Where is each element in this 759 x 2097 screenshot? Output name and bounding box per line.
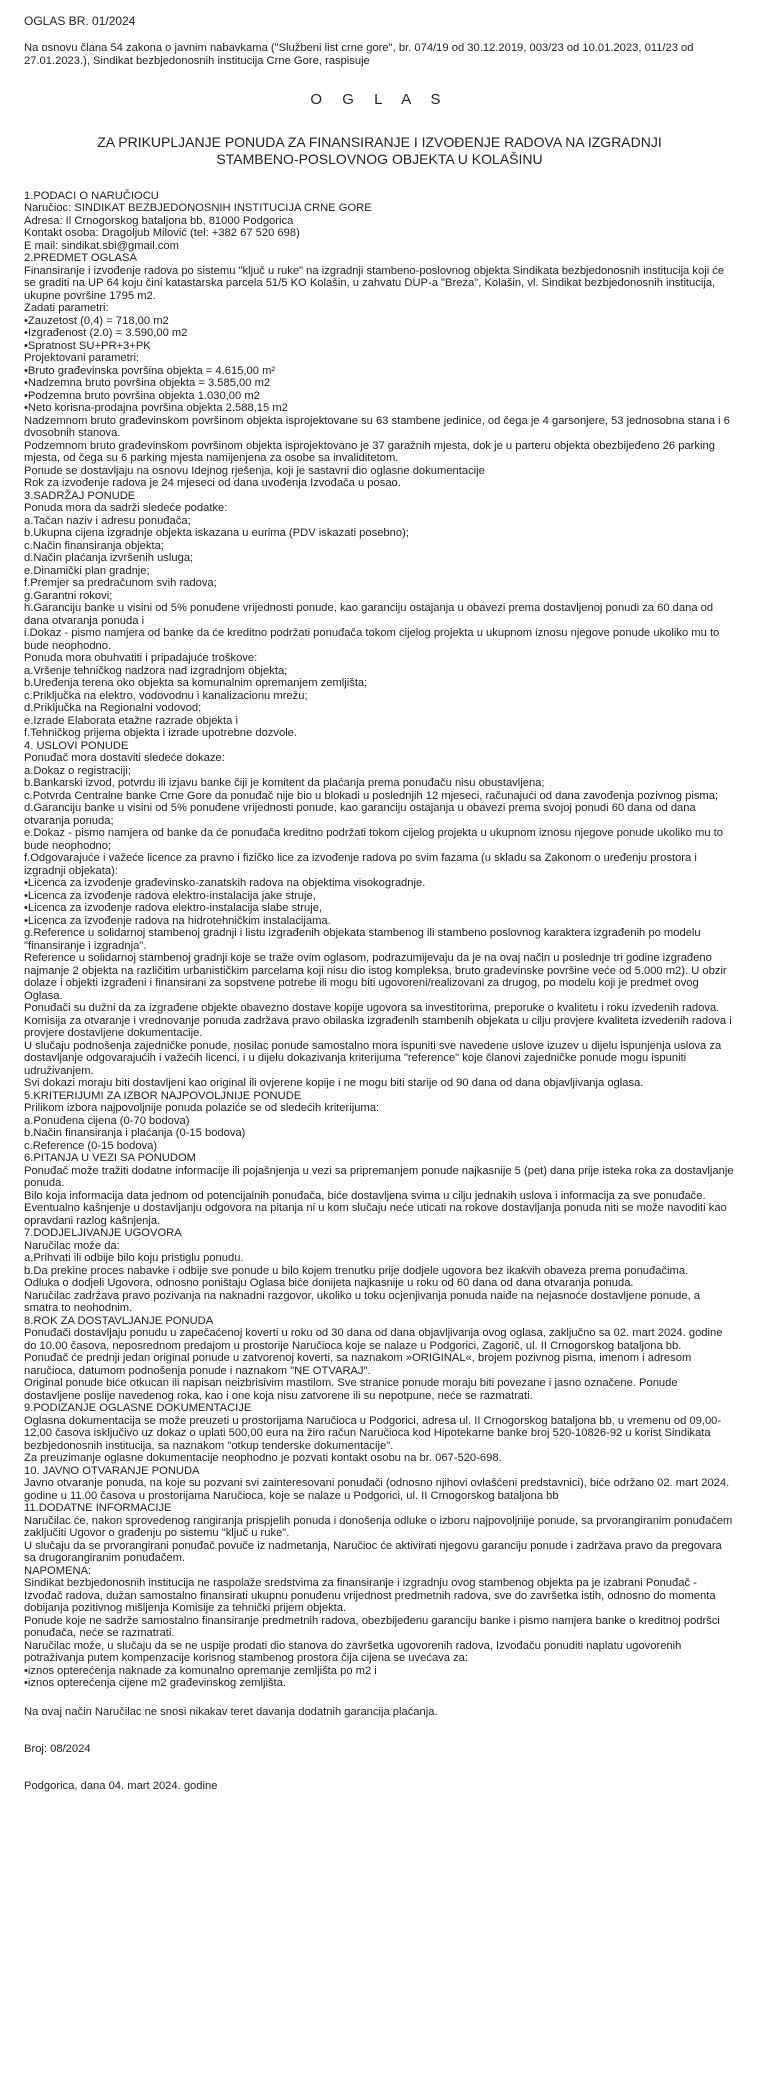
page-title: O G L A S xyxy=(310,90,449,108)
body-line: a.Ponuđena cijena (0-70 bodova) xyxy=(24,1114,190,1127)
body-line: •Bruto građevinska površina objekta = 4.615,00 m² xyxy=(24,364,276,377)
body-line: 10. JAVNO OTVARANJE PONUDA xyxy=(24,1464,200,1477)
body-line: 9.PODIZANJE OGLASNE DOKUMENTACIJE xyxy=(24,1402,252,1415)
body-line: Sindikat bezbjedonosnih institucija ne raspolaže sredstvima za finansiranje i izgradnju ovog stambenog objekta pa je izabrani Ponuđač - Izvođač radova, dužan samostalno finansirati ukupnu ponuđenu vrijednost predmetnih radova, sve do završetka istih, odnosno do momenta dobijanja pozitivnog mišljenja Komisije za tehnički prijem objekta. xyxy=(24,1577,716,1615)
document-body xyxy=(24,190,735,1690)
body-line: •iznos opterećenja cijene m2 građevinskog zemljišta. xyxy=(24,1677,286,1690)
body-line: •Licenca za izvođenje radova elektro-instalacija jake struje, xyxy=(24,889,316,902)
footer-place-date: Podgorica, dana 04. mart 2024. godine xyxy=(24,1779,218,1792)
footer-number: Broj: 08/2024 xyxy=(24,1742,91,1755)
body-line: •Licenca za izvođenje građevinsko-zanatskih radova na objektima visokogradnje. xyxy=(24,877,426,890)
body-line: a.Dokaz o registraciji; xyxy=(24,764,131,777)
body-line: Javno otvaranje ponuda, na koje su pozvani svi zainteresovani ponuđači (odnosno njihovi ovlašćeni predstavnici), biće održano 02. mart 2024. godine u 11.00 časova u prostorijama Naručioca, koje se nalaze u Podgorici, ul. II Crnogorskog bataljona bb xyxy=(24,1477,730,1502)
body-line: 1.PODACI O NARUČIOCU xyxy=(24,189,159,202)
body-line: E mail: sindikat.sbi@gmail.com xyxy=(24,239,179,252)
body-line: NAPOMENA: xyxy=(24,1564,92,1577)
body-line: Ponuđači su dužni da za izgrađene objekte obavezno dostave kopije ugovora sa investitorima, preporuke o kvalitetu i roku izvedenih radova. xyxy=(24,1002,720,1015)
body-line: b.Bankarski izvod, potvrdu ili izjavu banke čiji je komitent da plaćanja prema ponuđaču nisu obustavljena; xyxy=(24,777,545,790)
body-line: Kontakt osoba: Dragoljub Milović (tel: +382 67 520 698) xyxy=(24,227,300,240)
body-line: •Neto korisna-prodajna površina objekta 2.588,15 m2 xyxy=(24,402,288,415)
body-line: Finansiranje i izvođenje radova po sistemu "ključ u ruke" na izgradnji stambeno-poslovnog objekta Sindikata bezbjedonosnih institucija koji će se graditi na UP 64 koju čini katastarska parcela 51/5 KO Kolašin, u zahvatu DUP-a "Breza", Kolašin, vl. Sindikat bezbjedonosnih institucija, ukupne površine 1795 m2. xyxy=(24,264,725,302)
body-line: Naručilac može, u slučaju da se ne uspije prodati dio stanova do završetka ugovorenih radova, Izvođaču ponuditi naplatu ugovorenih potraživanja putem kompenzacije korisnog stambenog prostora čija cijena se uvećava za: xyxy=(24,1639,682,1665)
body-line: e.Izrade Elaborata etažne razrade objekta i xyxy=(24,714,238,727)
body-line: •Licenca za izvođenje radova elektro-instalacija slabe struje, xyxy=(24,902,323,915)
body-line: Nadzemnom bruto građevinskom površinom objekta isprojektovane su 63 stambene jedinice, od čega je 4 garsonjere, 53 jednosobna stana i 6 dvosobnih stanova. xyxy=(24,414,730,440)
body-line: c.Način finansiranja objekta; xyxy=(24,539,164,552)
body-line: e.Dokaz - pismo namjera od banke da će ponuđača kreditno podržati tokom cijelog projekta u ukupnom iznosu njegove ponude ukoliko mu to bude neophodno; xyxy=(24,827,724,852)
body-line: Podzemnom bruto građevinskom površinom objekta isprojektovano je 37 garažnih mjesta, dok je u parteru objekta obezbijeđeno 26 parking mjesta, od čega su 6 parking mjesta namijenjena za osobe sa invaliditetom. xyxy=(24,439,715,465)
intro-paragraph: Na osnovu člana 54 zakona o javnim nabavkama ("Službeni list crne gore", br. 074/19 od 30.12.2019, 003/23 od 10.01.2023, 011/23 od 27.01.2023.), Sindikat bezbjedonosnih institucija Crne Gore, raspisuje xyxy=(24,42,694,68)
body-line: U slučaju podnošenja zajedničke ponude, nosilac ponude samostalno mora ispuniti sve navedene uslove izuzev u dijelu ispunjenja uslova za dostavljanje odgovarajućih i važećih licenci, i u dijelu dokazivanja kriterijuma "reference" koje članovi zajedničke ponude mogu ispuniti udruživanjem. xyxy=(24,1039,722,1077)
body-line: Ponuda mora obuhvatiti i pripadajuće troškove: xyxy=(24,652,258,665)
body-line: d.Garanciju banke u visini od 5% ponuđene vrijednosti ponude, kao garanciju ostajanja u obavezi prema svojoj ponudi 60 dana od dana otvaranja ponuda; xyxy=(24,802,696,827)
body-line: b.Način finansiranja i plaćanja (0-15 bodova) xyxy=(24,1127,246,1140)
body-line: 5.KRITERIJUMI ZA IZBOR NAJPOVOLJNIJE PONUDE xyxy=(24,1089,302,1102)
body-line: Bilo koja informacija data jednom od potencijalnih ponuđača, biće dostavljena svima u cilju jednakih uslova i informacija za sve ponuđače. Eventualno kašnjenje u dostavljanju odgovora na pitanja ni u kom slučaju neće uticati na rokove dostavljanja ponuda niti se može navoditi kao opravdani razlog kašnjenja. xyxy=(24,1189,727,1227)
body-line: •iznos opterećenja naknade za komunalno opremanje zemljišta po m2 i xyxy=(24,1664,377,1677)
body-line: f.Tehničkog prijema objekta i izrade upotrebne dozvole. xyxy=(24,727,298,740)
body-line: Rok za izvođenje radova je 24 mjeseci od dana uvođenja Izvođača u posao. xyxy=(24,477,401,490)
body-line: b.Da prekine proces nabavke i odbije sve ponude u bilo kojem trenutku prije dodjele ugovora bez ikakvih obaveza prema ponuđačima. xyxy=(24,1264,689,1277)
body-line: Ponuđač mora dostaviti sledeće dokaze: xyxy=(24,752,225,765)
body-line: 6.PITANJA U VEZI SA PONUDOM xyxy=(24,1152,196,1165)
body-line: Komisija za otvaranje i vrednovanje ponuda zadržava pravo obilaska izgrađenih stambenih objekata u cilju provjere kvaliteta izvedenih radova i provjere dostavljene dokumentacije. xyxy=(24,1014,732,1040)
body-line: Oglasna dokumentacija se može preuzeti u prostorijama Naručioca u Podgorici, adresa ul. II Crnogorskog bataljona bb, u vremenu od 09,00-12,00 časova isključivo uz dokaz o uplati 500,00 eura na žiro račun Naručioca kod Hipotekarne banke broj 520-10826-92 u korist Sindikata bezbjedonosnih institucija, sa naznakom "otkup tenderske dokumentacije". xyxy=(24,1414,722,1452)
body-line: Naručioc: SINDIKAT BEZBJEDONOSNIH INSTITUCIJA CRNE GORE xyxy=(24,202,372,215)
body-line: Projektovani parametri: xyxy=(24,352,140,365)
body-line: Zadati parametri: xyxy=(24,302,109,315)
body-line: 4. USLOVI PONUDE xyxy=(24,739,129,752)
body-line: U slučaju da se prvorangirani ponuđač povuče iz nadmetanja, Naručioc će aktivirati njegovu garanciju ponude i zadržava pravo da pregovara sa drugorangiranim ponuđačem. xyxy=(24,1539,722,1565)
body-line: Svi dokazi moraju biti dostavljeni kao original ili ovjerene kopije i ne mogu biti starije od 90 dana od dana objavljivanja oglasa. xyxy=(24,1077,644,1090)
body-line: Naručilac zadržava pravo pozivanja na naknadni razgovor, ukoliko u toku ocjenjivanja ponuda naiđe na nejasnoće dostavljene ponude, a smatra to neohodnim. xyxy=(24,1289,701,1315)
body-line: e.Dinamički plan gradnje; xyxy=(24,564,150,577)
body-line: g.Garantni rokovi; xyxy=(24,589,113,602)
body-line: f.Premjer sa predračunom svih radova; xyxy=(24,577,217,590)
body-line: Ponuđač će prednji jedan original ponude u zatvorenoj koverti, sa naznakom »ORIGINAL«, brojem pozivnog pisma, imenom i adresom naručioca, datumom podnošenja ponude i naznakom "NE OTVARAJ". xyxy=(24,1352,692,1377)
body-line: a.Tačan naziv i adresu ponuđača; xyxy=(24,514,191,527)
body-line: •Izgrađenost (2.0) = 3.590,00 m2 xyxy=(24,327,188,340)
body-line: g.Reference u solidarnoj stambenoj gradnji i listu izgrađenih objekata stambenog ili stambeno poslovnog karaktera izgrađenih po modelu "finansiranje i izgradnja". xyxy=(24,927,701,952)
body-line: Odluka o dodjeli Ugovora, odnosno poništaju Oglasa biće donijeta najkasnije u roku od 60 dana od dana otvaranja ponuda. xyxy=(24,1277,634,1290)
body-line: Prilikom izbora najpovoljnije ponuda polaziće se od sledećih kriterijuma: xyxy=(24,1102,380,1115)
body-line: •Spratnost SU+PR+3+PK xyxy=(24,339,151,352)
body-line: Ponude koje ne sadrže samostalno finansiranje predmetnih radova, obezbijeđenu garanciju banke i pismo namjera banke o kreditnoj podršci ponuđača, neće se razmatrati. xyxy=(24,1614,720,1640)
body-line: Adresa: Il Crnogorskog bataljona bb, 81000 Podgorica xyxy=(24,214,294,227)
footer-note: Na ovaj način Naručilac ne snosi nikakav teret davanja dodatnih garancija plaćanja. xyxy=(24,1705,438,1718)
document-number: OGLAS BR. 01/2024 xyxy=(24,14,136,28)
body-line: a.Vršenje tehničkog nadzora nad izgradnjom objekta; xyxy=(24,664,288,677)
body-line: •Podzemna bruto površina objekta 1.030,00 m2 xyxy=(24,389,260,402)
document-footer xyxy=(24,1690,735,1793)
body-line: Naručilac može da: xyxy=(24,1239,120,1252)
body-line: Ponude se dostavljaju na osnovu Idejnog rješenja, koji je sastavni dio oglasne dokumentacije xyxy=(24,464,485,477)
body-line: Za preuzimanje oglasne dokumentacije neophodno je pozvati kontakt osobu na br. 067-520-698. xyxy=(24,1452,502,1465)
body-line: 7.DODJELJIVANJE UGOVORA xyxy=(24,1227,182,1240)
body-line: i.Dokaz - pismo namjera od banke da će kreditno podržati ponuđača tokom cijelog projekta u ukupnom iznosu njegove ponude ukoliko mu to bude neophodno. xyxy=(24,627,720,652)
body-line: 2.PREDMET OGLASA xyxy=(24,252,137,265)
body-line: 11.DODATNE INFORMACIJE xyxy=(24,1502,172,1515)
body-line: Original ponude biće otkucan ili napisan neizbrisivim mastilom. Sve stranice ponude moraju biti povezane i jasno označene. Ponude dostavljene poslije navedenog roka, kao i one koja nisu zatvorene ili su nepotpune, neće se razmatrati. xyxy=(24,1377,678,1402)
body-line: •Licenca za izvođenje radova na hidrotehničkim instalacijama. xyxy=(24,914,331,927)
body-line: 8.ROK ZA DOSTAVLJANJE PONUDA xyxy=(24,1314,214,1327)
body-line: b.Uređenja terena oko objekta sa komunalnim opremanjem zemljišta; xyxy=(24,677,368,690)
body-line: h.Garanciju banke u visini od 5% ponuđene vrijednosti ponude, kao garanciju ostajanja u obavezi prema dostavljenoj ponudi za 60 dana od dana otvaranja ponuda i xyxy=(24,602,714,627)
page-subtitle: ZA PRIKUPLJANJE PONUDA ZA FINANSIRANJE I IZVOĐENJE RADOVA NA IZGRADNJI STAMBENO-POSLOVNOG OBJEKTA U KOLAŠINU xyxy=(97,133,662,167)
body-line: b.Ukupna cijena izgradnje objekta iskazana u eurima (PDV iskazati posebno); xyxy=(24,527,409,540)
body-line: c.Priključka na elektro, vodovodnu i kanalizacionu mrežu; xyxy=(24,689,308,702)
body-line: f.Odgovarajuće i važeće licence za pravno i fizičko lice za izvođenje radova po svim fazama (u skladu sa Zakonom o uređenju prostora i izgradnji objekata): xyxy=(24,852,697,877)
body-line: Reference u solidarnoj stambenoj gradnji koje se traže ovim oglasom, podrazumijevaju da je na ovaj način u poslednje tri godine izgrađeno najmanje 2 objekta na različitim urbanističkim parcelama koji nisu dio istog kompleksa, bruto građevinske površine veće od 5.000 m2). U obzir dolaze i objekti izgrađeni i finansirani za sopstvene potrebe ili mogu biti ugovoreni/realizovani za drugog, po modelu koji je predmet ovog Oglasa. xyxy=(24,952,727,1002)
body-line: Naručilac će, nakon sprovedenog rangiranja prispjelih ponuda i donošenja odluke o izboru najpovoljnije ponude, sa prvorangiranim ponuđačem zaključiti Ugovor o građenju po sistemu "ključ u ruke". xyxy=(24,1514,733,1540)
body-line: •Zauzetost (0,4) = 718,00 m2 xyxy=(24,314,169,327)
body-line: d.Priključka na Regionalni vodovod; xyxy=(24,702,202,715)
body-line: Ponuđač može tražiti dodatne informacije ili pojašnjenja u vezi sa pripremanjem ponude najkasnije 5 (pet) dana prije isteka roka za dostavljanje ponuda. xyxy=(24,1164,734,1190)
body-line: a.Prihvati ili odbije bilo koju pristiglu ponudu. xyxy=(24,1252,244,1265)
body-line: 3.SADRŽAJ PONUDE xyxy=(24,489,136,502)
body-line: c.Potvrda Centralne banke Crne Gore da ponuđač nije bio u blokadi u poslednjih 12 mjeseci, računajući od dana zavođenja pozivnog pisma; xyxy=(24,789,719,802)
body-line: Ponuđači dostavljaju ponudu u zapečaćenoj koverti u roku od 30 dana od dana objavljivanja ovog oglasa, zaključno sa 02. mart 2024. godine do 10.00 časova, neposrednom predajom u prostorije Naručioca koje se nalaze u Podgorici, Zagorič, ul. II Crnogorskog bataljona bb. xyxy=(24,1327,723,1352)
body-line: •Nadzemna bruto površina objekta = 3.585,00 m2 xyxy=(24,377,271,390)
body-line: d.Način plaćanja izvršenih usluga; xyxy=(24,552,194,565)
body-line: Ponuda mora da sadrži sledeće podatke: xyxy=(24,502,228,515)
body-line: c.Reference (0-15 bodova) xyxy=(24,1139,158,1152)
